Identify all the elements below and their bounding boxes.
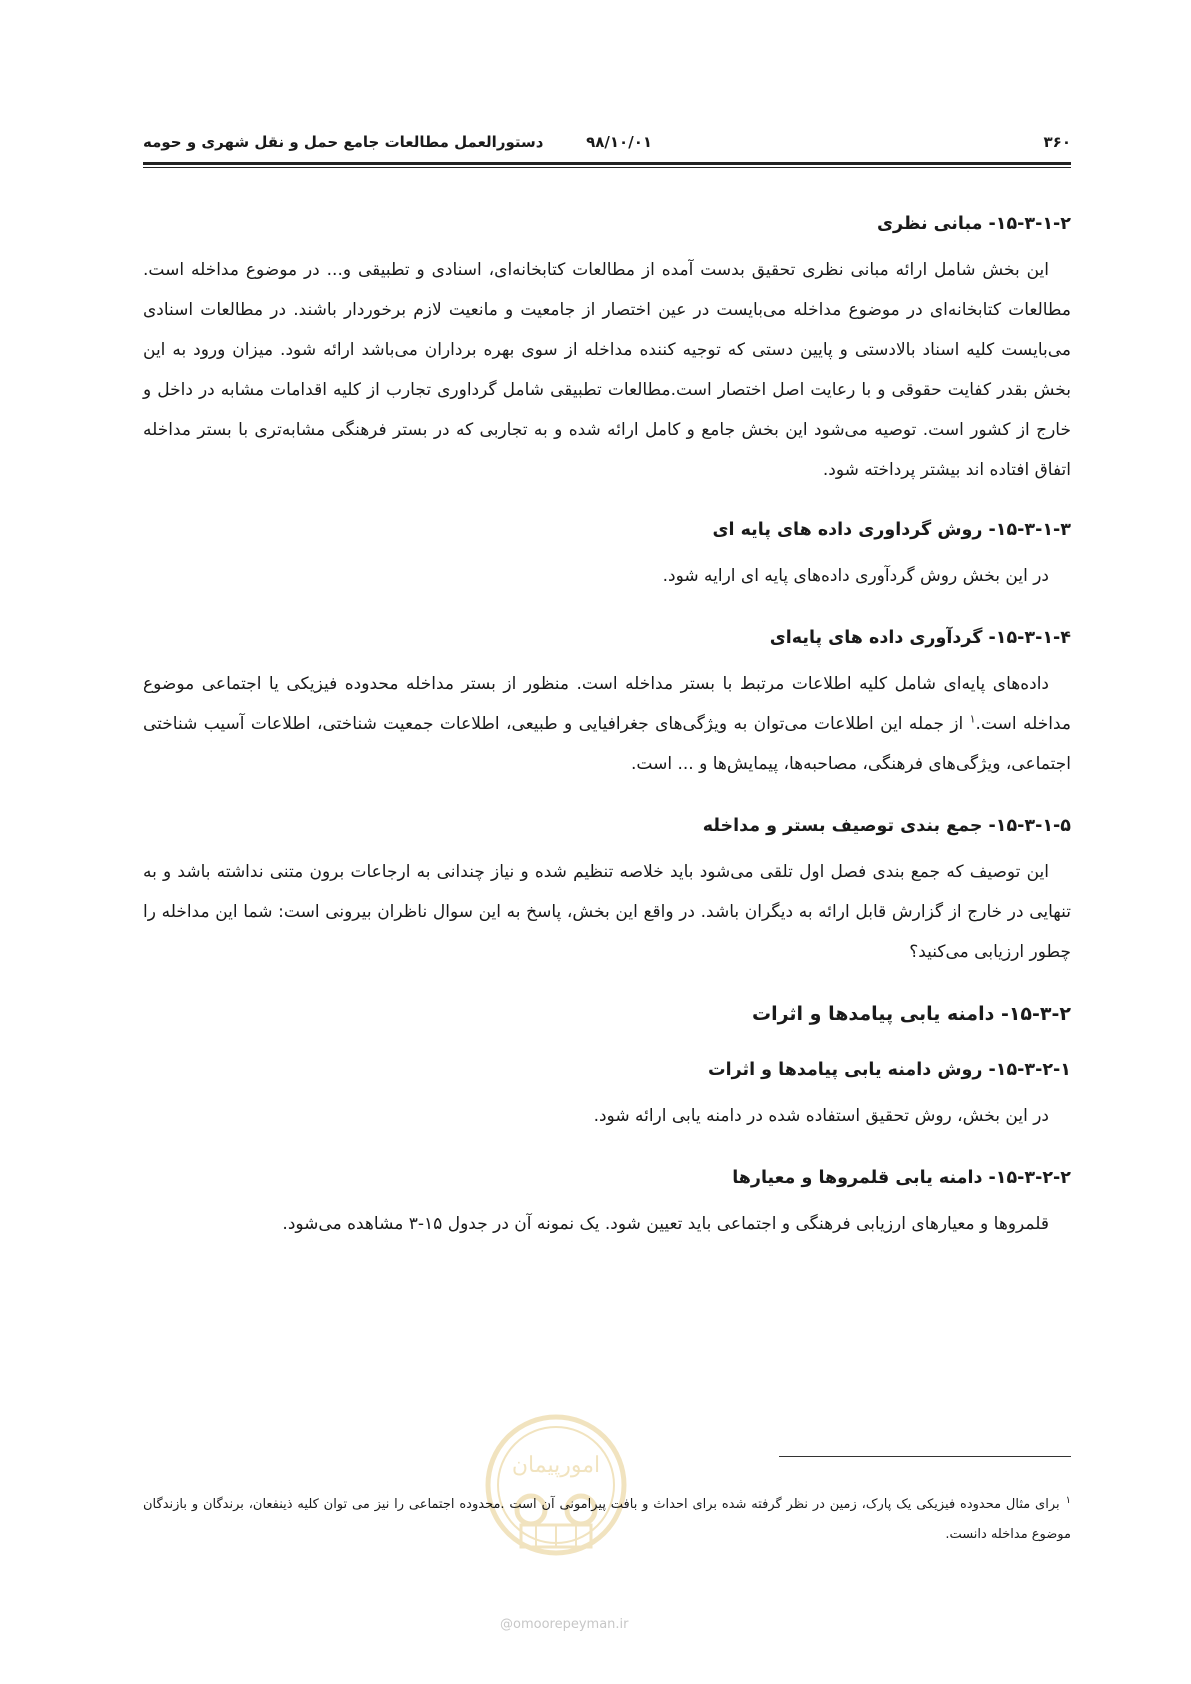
footnote-mark: ۱	[1065, 1494, 1071, 1506]
section-heading: ۱۵-۳-۲-۱- روش دامنه یابی پیامدها و اثرات	[708, 1060, 1071, 1080]
header-rule-thin	[143, 167, 1071, 168]
section-heading: ۱۵-۳-۱-۴- گردآوری داده های پایه‌ای	[769, 628, 1071, 648]
page-number: ۳۶۰	[1043, 133, 1071, 151]
section-heading: ۱۵-۳-۲-۲- دامنه یابی قلمروها و معیارها	[732, 1168, 1071, 1188]
footnote-reference[interactable]: ۱	[969, 712, 976, 726]
header-rule-thick	[143, 162, 1071, 165]
section-heading: ۱۵-۳-۲- دامنه یابی پیامدها و اثرات	[751, 1003, 1071, 1025]
section-paragraph	[143, 664, 1071, 784]
paragraph-text: داده‌های پایه‌ای شامل کلیه اطلاعات مرتبط با بستر مداخله است. منظور از بستر مداخله محدوده فیزیکی یا اجتماعی موضوع مداخله است.	[143, 674, 1071, 734]
footnote-text: برای مثال محدوده فیزیکی یک پارک، زمین در نظر گرفته شده برای احداث و بافت پیرامونی آن است .محدوده اجتماعی را نیز می توان کلیه ذینفعان، برندگان و بازندگان موضوع مداخله دانست.	[143, 1497, 1071, 1542]
section-heading: ۱۵-۳-۱-۳- روش گرداوری داده های پایه ای	[712, 520, 1071, 540]
section-heading: ۱۵-۳-۱-۲- مبانی نظری	[876, 214, 1071, 234]
document-title: دستورالعمل مطالعات جامع حمل و نقل شهری و حومه	[143, 133, 544, 151]
section-paragraph: این توصیف که جمع بندی فصل اول تلقی می‌شود باید خلاصه تنظیم شده و نیاز چندانی به ارجاعات برون متنی نداشته باشد و به تنهایی در خارج از گزارش قابل ارائه به دیگران باشد. در واقع این بخش، پاسخ به این سوال ناظران بیرونی است: شما این مداخله را چطور ارزیابی می‌کنید؟	[143, 862, 1071, 962]
section-heading: ۱۵-۳-۱-۵- جمع بندی توصیف بستر و مداخله	[702, 816, 1071, 836]
watermark-logo-text: امورپیمان	[511, 1453, 601, 1478]
section-paragraph: این بخش شامل ارائه مبانی نظری تحقیق بدست آمده از مطالعات کتابخانه‌ای، اسنادی و تطبیقی و... در موضوع مداخله است. مطالعات کتابخانه‌ای در موضوع مداخله می‌بایست در عین اختصار از جامعیت و مانعیت لازم برخوردار باشند. در مطالعات اسنادی می‌بایست کلیه اسناد بالادستی و پایین دستی که توجیه کننده مداخله از سوی بهره برداران می‌باشد ارائه شود. میزان ورود به این بخش بقدر کفایت حقوقی و با رعایت اصل اختصار است.مطالعات تطبیقی شامل گرداوری تجارب از کلیه اقدامات مشابه در داخل و خارج از کشور است. توصیه می‌شود این بخش جامع و کامل ارائه شده و به تجاربی که در بستر فرهنگی مشابه‌تری با بستر مداخله اتفاق افتاده اند بیشتر پرداخته شود.	[143, 260, 1071, 480]
page-header	[143, 133, 1071, 159]
footnote-separator	[779, 1456, 1071, 1457]
footnote	[143, 1490, 1071, 1550]
paragraph-text: از جمله این اطلاعات می‌توان به ویژگی‌های جغرافیایی و طبیعی، اطلاعات جمعیت شناختی، اطلاعات آسیب شناختی اجتماعی، ویژگی‌های فرهنگی، مصاحبه‌ها، پیمایش‌ها و ... است.	[143, 714, 1071, 774]
header-date: ۹۸/۱۰/۰۱	[586, 133, 652, 151]
main-content	[143, 210, 1071, 1244]
watermark-site: @omoorepeyman.ir	[500, 1617, 629, 1632]
section-paragraph: در این بخش روش گردآوری داده‌های پایه ای ارایه شود.	[662, 566, 1049, 586]
section-paragraph: در این بخش، روش تحقیق استفاده شده در دامنه یابی ارائه شود.	[593, 1106, 1049, 1126]
section-paragraph: قلمروها و معیارهای ارزیابی فرهنگی و اجتماعی باید تعیین شود. یک نمونه آن در جدول ۱۵-۳ مشاهده می‌شود.	[282, 1214, 1049, 1234]
